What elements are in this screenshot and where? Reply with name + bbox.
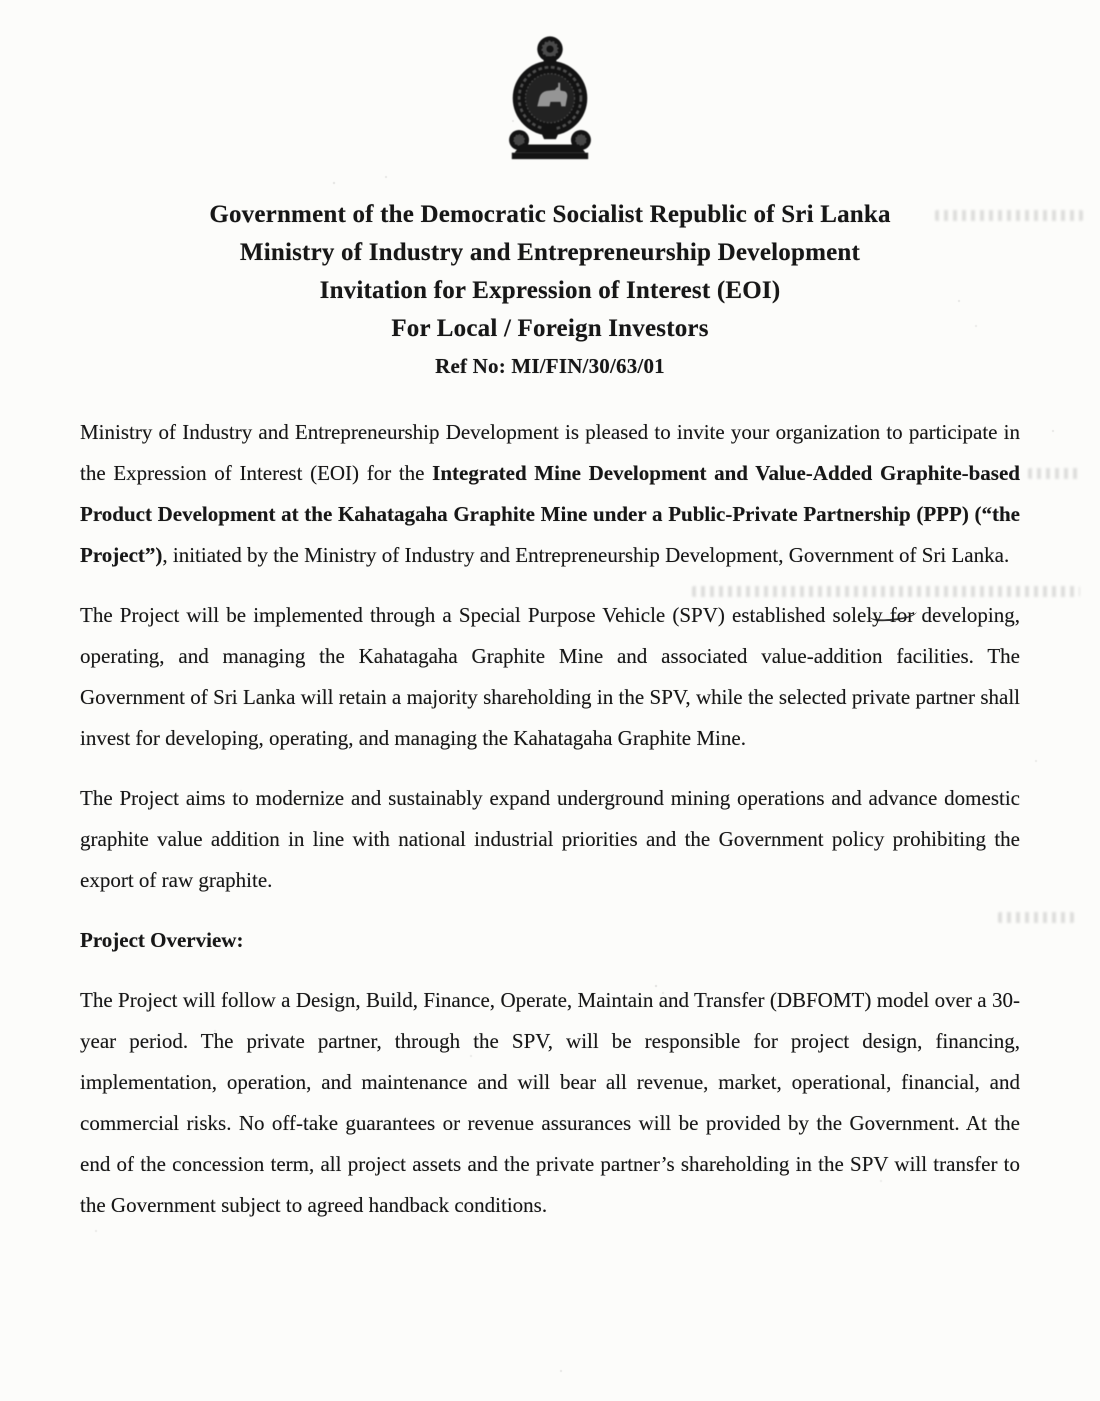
emblem-container	[0, 0, 1100, 170]
paragraph-spv-text-1: The Project will be implemented through a Special Purpose Vehicle (SPV) established	[80, 603, 833, 627]
paragraph-invitation-project-title: Integrated Mine Development and Value-Added Graphite-based Product Development at the Kahatagaha Graphite Mine under a Public-Private Partnership (PPP) (“the Project”)	[80, 461, 1020, 567]
paragraph-spv-pen-marked-text: solely for	[832, 603, 915, 627]
paragraph-spv-text-2: developing, operating, and managing the Kahatagaha Graphite Mine and associated value-addition facilities. The Government of Sri Lanka will retain a majority shareholding in the SPV, while the selected private partner shall invest for developing, operating, and managing the Kahatagaha Graphite Mine.	[80, 603, 1020, 750]
header-investors-line: For Local / Foreign Investors	[391, 315, 709, 342]
document-header	[0, 196, 1100, 384]
header-government-line: Government of the Democratic Socialist Republic of Sri Lanka	[209, 201, 891, 228]
paragraph-spv	[80, 595, 1020, 759]
paragraph-invitation-text-1: Ministry of Industry and Entrepreneurship Development is pleased to invite your organization to participate in the Expression of Interest (EOI) for the	[80, 420, 1020, 485]
document-body	[80, 412, 1020, 1226]
paragraph-invitation	[80, 412, 1020, 576]
paragraph-aims: The Project aims to modernize and sustainably expand underground mining operations and advance domestic graphite value addition in line with national industrial priorities and the Government policy prohibiting the export of raw graphite.	[80, 786, 1020, 892]
header-invitation-line: Invitation for Expression of Interest (EOI)	[319, 277, 781, 304]
sri-lanka-emblem-icon	[500, 30, 600, 170]
section-heading-project-overview: Project Overview:	[80, 928, 244, 952]
scan-smudge	[1028, 468, 1082, 479]
paragraph-project-overview: The Project will follow a Design, Build, Finance, Operate, Maintain and Transfer (DBFOMT) model over a 30-year period. The private partner, through the SPV, will be responsible for project design, financing, implementation, operation, and maintenance and will bear all revenue, market, operational, financial, and commercial risks. No off-take guarantees or revenue assurances will be provided by the Government. At the end of the concession term, all project assets and the private partner’s shareholding in the SPV will transfer to the Government subject to agreed handback conditions.	[80, 988, 1020, 1217]
header-ref-no: Ref No: MI/FIN/30/63/01	[435, 354, 665, 378]
paragraph-invitation-text-2: , initiated by the Ministry of Industry and Entrepreneurship Development, Government of Sri Lanka.	[162, 543, 1010, 567]
header-ministry-line: Ministry of Industry and Entrepreneurship Development	[239, 239, 861, 266]
